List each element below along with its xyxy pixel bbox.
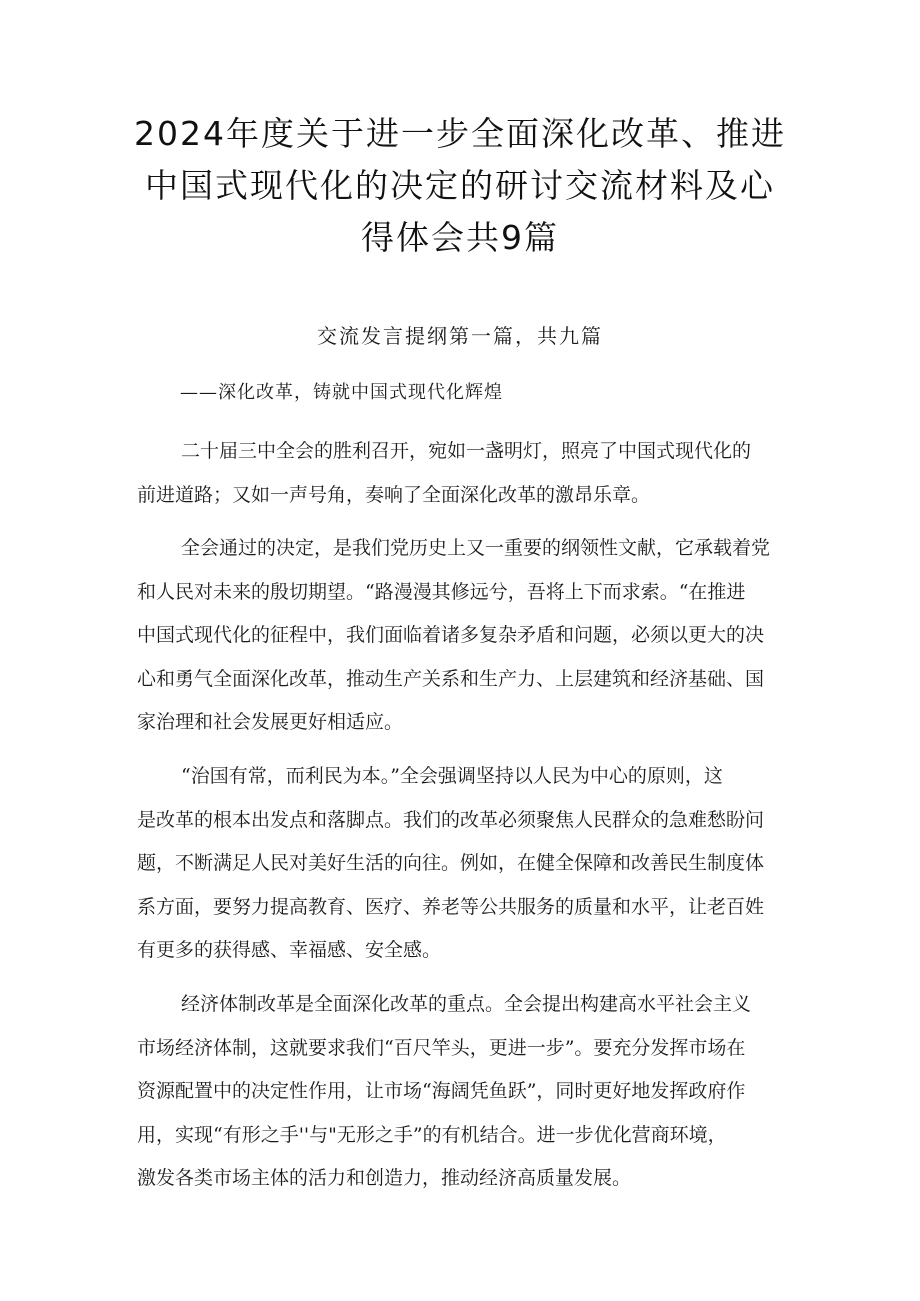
paragraph-line: 激发各类市场主体的活力和创造力，推动经济高质量发展。 bbox=[137, 1167, 632, 1190]
paragraph-line: 市场经济体制，这就要求我们“百尺竿头，更进一步”。要充分发挥市场在 bbox=[137, 1036, 746, 1059]
title-line: 2024年度关于进一步全面深化改革、推进 bbox=[134, 114, 786, 153]
paragraph-line: “治国有常，而利民为本。”全会强调坚持以人民为中心的原则，这 bbox=[181, 765, 723, 787]
paragraph-line: 前进道路；又如一声号角，奏响了全面深化改革的激昂乐章。 bbox=[137, 483, 651, 506]
section-subheading: ——深化改革，铸就中国式现代化辉煌 bbox=[180, 382, 503, 403]
paragraph-4 bbox=[137, 983, 787, 1201]
paragraph-line: 全会通过的决定，是我们党历史上又一重要的纲领性文献，它承载着党 bbox=[181, 537, 771, 559]
paragraph-line: 题，不断满足人民对美好生活的向往。例如，在健全保障和改善民生制度体 bbox=[137, 852, 765, 875]
paragraph-line: 二十届三中全会的胜利召开，宛如一盏明灯，照亮了中国式现代化的 bbox=[181, 440, 752, 462]
paragraph-line: 系方面，要努力提高教育、医疗、养老等公共服务的质量和水平，让老百姓 bbox=[137, 895, 765, 918]
paragraph-line: 经济体制改革是全面深化改革的重点。全会提出构建高水平社会主义 bbox=[181, 993, 752, 1015]
section-heading: 交流发言提纲第一篇，共九篇 bbox=[317, 324, 603, 348]
title-line: 得体会共9篇 bbox=[361, 218, 559, 257]
paragraph-line: 家治理和社会发展更好相适应。 bbox=[137, 711, 404, 734]
paragraph-line: 心和勇气全面深化改革，推动生产关系和生产力、上层建筑和经济基础、国 bbox=[137, 667, 765, 690]
paragraph-line: 是改革的根本出发点和落脚点。我们的改革必须聚焦人民群众的急难愁盼问 bbox=[137, 808, 765, 831]
title-line: 中国式现代化的决定的研讨交流材料及心 bbox=[145, 166, 775, 205]
paragraph-line: 和人民对未来的殷切期望。“路漫漫其修远兮，吾将上下而求索。“在推进 bbox=[137, 580, 746, 603]
paragraph-line: 用，实现“有形之手''与"无形之手”的有机结合。进一步优化营商环境， bbox=[137, 1123, 727, 1146]
document-title bbox=[100, 108, 820, 264]
paragraph-1 bbox=[137, 430, 787, 517]
paragraph-2 bbox=[137, 527, 787, 745]
paragraph-3 bbox=[137, 755, 787, 973]
paragraph-line: 有更多的获得感、幸福感、安全感。 bbox=[137, 939, 442, 962]
paragraph-line: 中国式现代化的征程中，我们面临着诸多复杂矛盾和问题，必须以更大的决 bbox=[137, 624, 765, 647]
paragraph-line: 资源配置中的决定性作用，让市场“海阔凭鱼跃”，同时更好地发挥政府作 bbox=[137, 1080, 746, 1103]
